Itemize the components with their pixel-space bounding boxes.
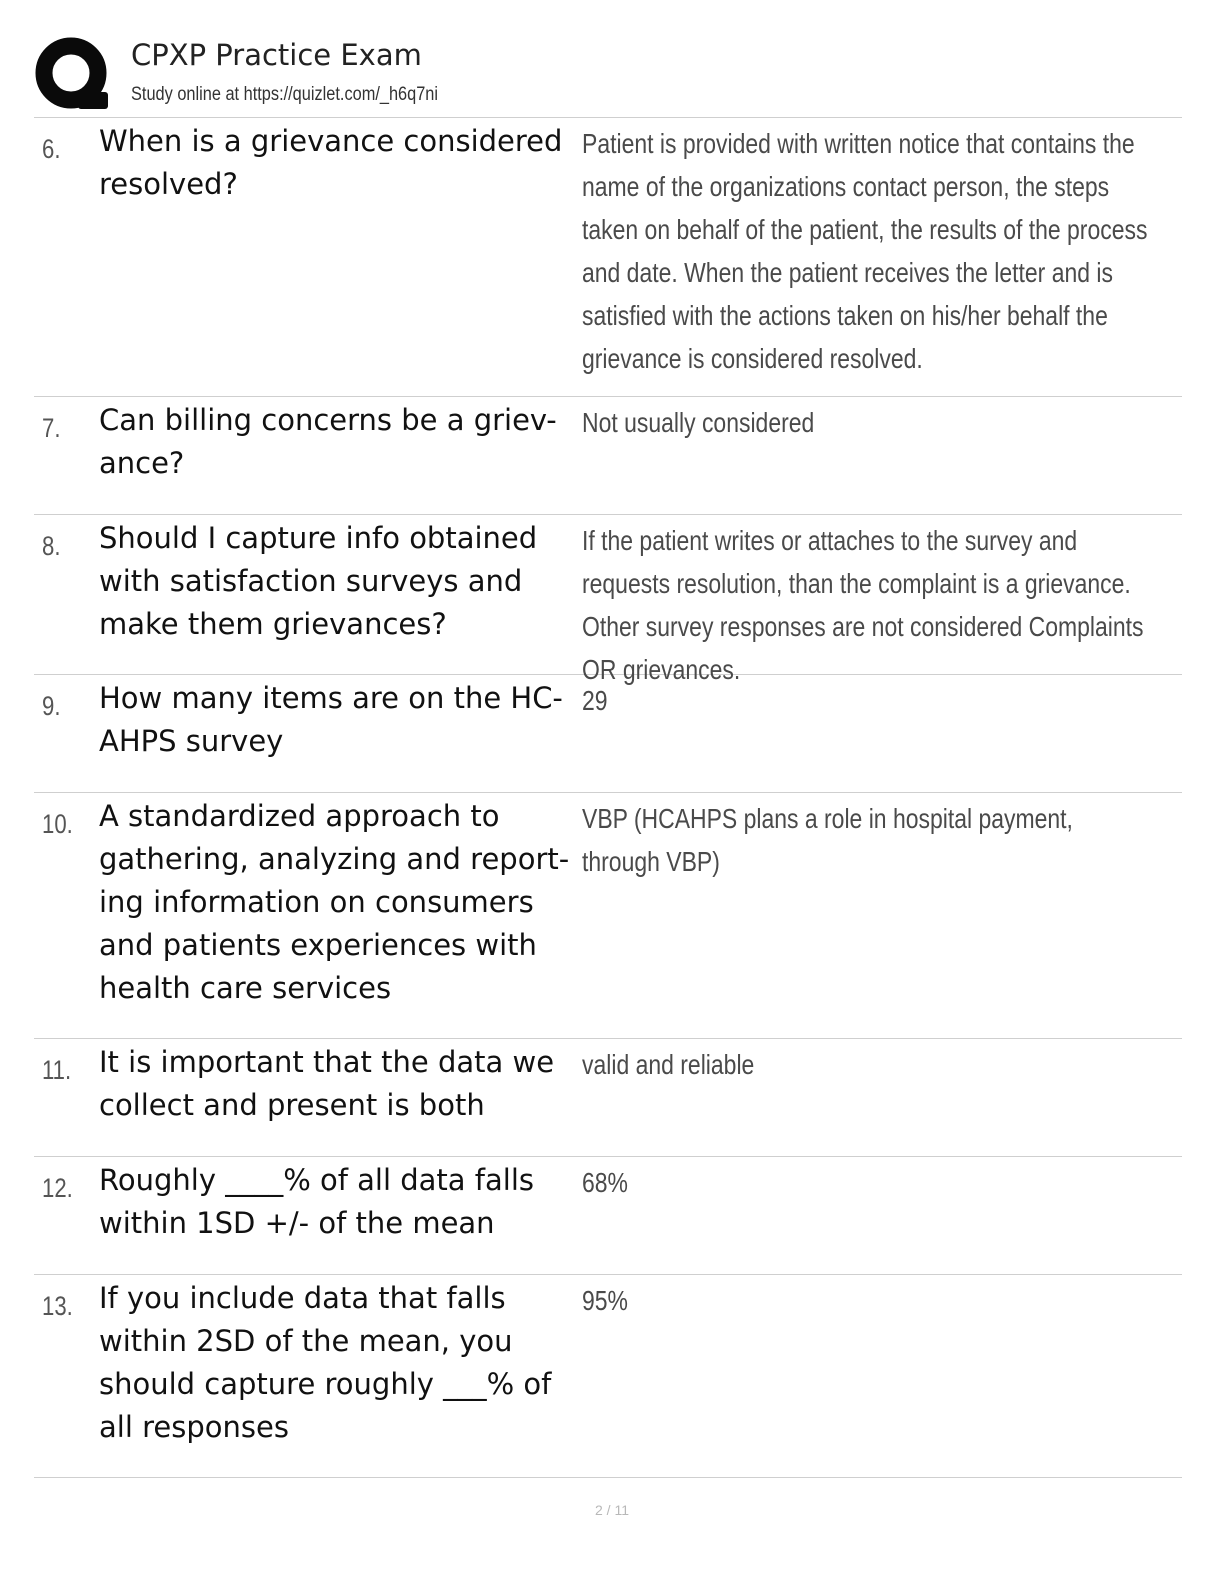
flashcard-list (34, 117, 1182, 1478)
card-answer: 95% (582, 1285, 628, 1316)
card-answer: valid and reliable (582, 1049, 755, 1080)
card-answer: VBP (HCAHPS plans a role in hospital payment, through VBP) (582, 803, 1073, 877)
flashcard-row (34, 675, 1182, 793)
document-title: CPXP Practice Exam (131, 38, 422, 72)
card-question: Roughly ____% of all data falls within 1SD +/- of the mean (99, 1163, 534, 1240)
card-question: A standardized approach to gathering, analyzing and report-ing information on consumers and patients experiences with health care services (99, 799, 570, 1005)
card-answer: 68% (582, 1167, 628, 1198)
card-answer: Not usually considered (582, 407, 815, 438)
flashcard-row (34, 397, 1182, 515)
card-question: Should I capture info obtained with satisfaction surveys and make them grievances? (99, 521, 538, 641)
card-number: 7. (42, 413, 61, 443)
study-online-link[interactable]: Study online at https://quizlet.com/_h6q7ni (131, 84, 439, 105)
card-number: 10. (42, 809, 73, 839)
card-number: 12. (42, 1173, 73, 1203)
card-number: 9. (42, 691, 61, 721)
card-answer: 29 (582, 685, 608, 716)
flashcard-row (34, 515, 1182, 685)
card-number: 8. (42, 531, 61, 561)
card-answer: If the patient writes or attaches to the survey and requests resolution, than the complaint is a grievance. Other survey responses are not considered Complaints OR grievances. (582, 525, 1144, 685)
card-number: 13. (42, 1291, 73, 1321)
card-answer: Patient is provided with written notice that contains the name of the organizations contact person, the steps taken on behalf of the patient, the results of the process and date. When the patient receives the letter and is satisfied with the actions taken on his/her behalf the grievance is considered resolved. (582, 128, 1148, 374)
page-header (34, 34, 1182, 116)
card-question: When is a grievance considered resolved? (99, 124, 563, 201)
card-question: How many items are on the HC-AHPS survey (99, 681, 563, 758)
flashcard-row (34, 793, 1182, 1039)
card-question: Can billing concerns be a griev-ance? (99, 403, 557, 480)
flashcard-row (34, 1039, 1182, 1157)
card-number: 6. (42, 134, 61, 164)
quizlet-logo-icon (34, 36, 114, 116)
flashcard-row (34, 118, 1182, 397)
flashcard-row (34, 1275, 1182, 1478)
card-question: If you include data that falls within 2SD of the mean, you should capture roughly ___% of all responses (99, 1281, 552, 1444)
page-number: 2 / 11 (595, 1502, 629, 1518)
card-question: It is important that the data we collect and present is both (99, 1045, 555, 1122)
flashcard-row (34, 1157, 1182, 1275)
card-number: 11. (42, 1055, 72, 1085)
